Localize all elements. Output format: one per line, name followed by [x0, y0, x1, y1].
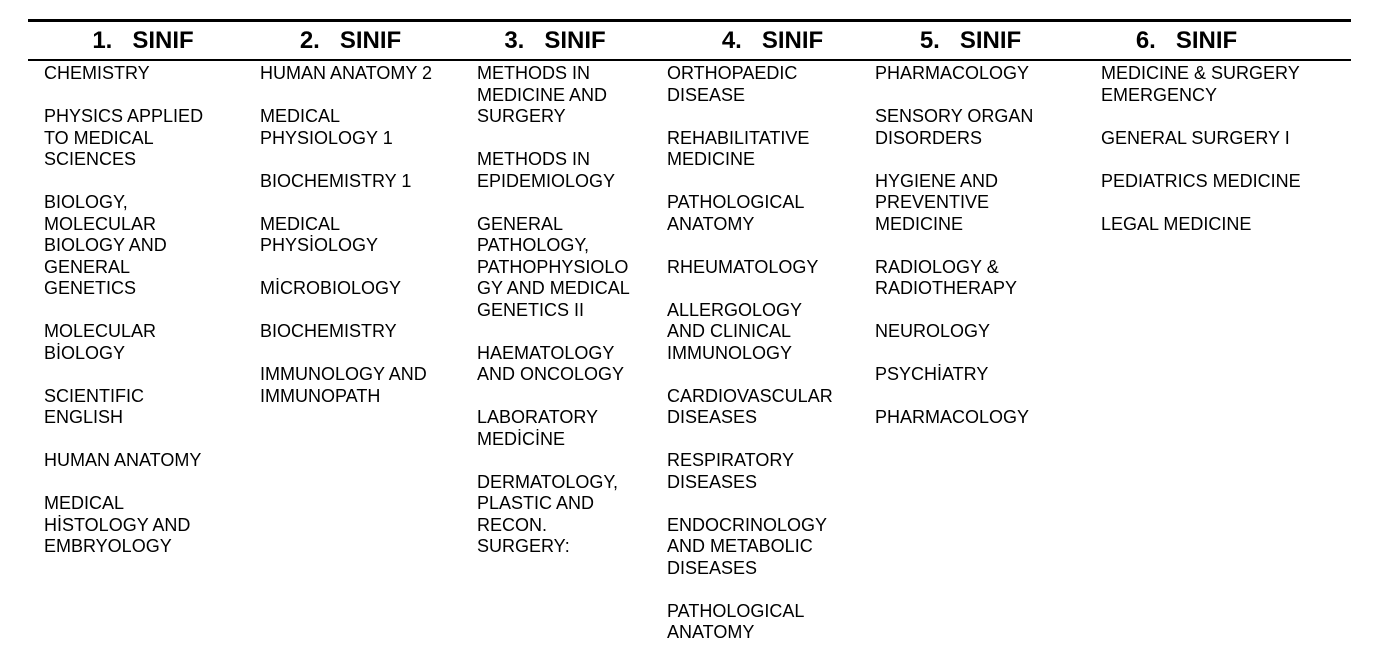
course-item: REHABILITATIVE MEDICINE — [667, 127, 810, 169]
course-item: PATHOLOGICAL ANATOMY — [667, 600, 805, 642]
course-item: PSYCHİATRY — [875, 364, 989, 384]
course-list-year-1 — [44, 63, 244, 579]
course-list-year-2 — [260, 63, 460, 429]
course-item: CARDIOVASCULAR DISEASES — [667, 385, 833, 427]
course-item: GENERAL SURGERY I — [1101, 127, 1290, 148]
course-item: IMMUNOLOGY AND IMMUNOPATH — [260, 364, 427, 406]
course-item: BIOCHEMISTRY 1 — [260, 170, 412, 191]
column-heading-year-5: 5. SINIF — [919, 27, 1022, 54]
course-item: LABORATORY MEDİCİNE — [477, 407, 599, 449]
column-heading-year-1: 1. SINIF — [92, 27, 194, 54]
course-item: HYGIENE AND PREVENTIVE MEDICINE — [875, 170, 999, 234]
course-item: BIOCHEMISTRY — [260, 321, 397, 341]
course-item: RHEUMATOLOGY — [667, 256, 819, 277]
course-item: PHYSICS APPLIED TO MEDICAL SCIENCES — [44, 106, 204, 169]
course-item: METHODS IN EPIDEMIOLOGY — [477, 149, 616, 191]
course-item: SCIENTIFIC ENGLISH — [44, 385, 145, 427]
course-item: MİCROBIOLOGY — [260, 278, 402, 298]
course-item: PEDIATRICS MEDICINE — [1101, 170, 1301, 191]
course-item: MEDICAL PHYSIOLOGY 1 — [260, 106, 393, 148]
course-item: ORTHOPAEDIC DISEASE — [667, 63, 798, 105]
course-item: RADIOLOGY & RADIOTHERAPY — [875, 256, 1018, 298]
course-item: MEDICAL PHYSİOLOGY — [260, 213, 379, 255]
column-heading-year-2: 2. SINIF — [299, 27, 402, 54]
course-item: CHEMISTRY — [44, 63, 150, 83]
curriculum-table — [28, 19, 1351, 649]
course-item: PATHOLOGICAL ANATOMY — [667, 192, 805, 234]
course-list-year-4 — [667, 63, 867, 665]
course-item: HAEMATOLOGY AND ONCOLOGY — [477, 342, 625, 384]
course-item: GENERAL PATHOLOGY, PATHOPHYSIOLO GY AND MEDICAL GENETICS II — [477, 213, 630, 320]
column-heading-year-4: 4. SINIF — [721, 27, 824, 54]
header-bottom-rule — [28, 59, 1351, 61]
course-item: MEDICAL HİSTOLOGY AND EMBRYOLOGY — [44, 493, 191, 556]
course-item: HUMAN ANATOMY 2 — [260, 63, 433, 83]
course-item: ENDOCRINOLOGY AND METABOLIC DISEASES — [667, 514, 828, 578]
course-item: NEUROLOGY — [875, 321, 991, 341]
column-heading-year-3: 3. SINIF — [504, 27, 606, 54]
course-item: RESPIRATORY DISEASES — [667, 450, 795, 492]
course-item: PHARMACOLOGY — [875, 407, 1030, 427]
course-list-year-3 — [477, 63, 657, 579]
course-item: LEGAL MEDICINE — [1101, 213, 1252, 234]
course-item: HUMAN ANATOMY — [44, 450, 202, 470]
course-item: DERMATOLOGY, PLASTIC AND RECON. SURGERY: — [477, 471, 619, 556]
column-heading-year-6: 6. SINIF — [1135, 27, 1238, 54]
course-item: MOLECULAR BİOLOGY — [44, 321, 157, 363]
course-list-year-5 — [875, 63, 1085, 450]
course-item: PHARMACOLOGY — [875, 63, 1030, 83]
course-item: MEDICINE & SURGERY EMERGENCY — [1101, 63, 1300, 105]
course-item: BIOLOGY, MOLECULAR BIOLOGY AND GENERAL GENETICS — [44, 192, 167, 298]
course-list-year-6 — [1101, 63, 1341, 257]
table-top-rule — [28, 19, 1351, 22]
course-item: SENSORY ORGAN DISORDERS — [875, 106, 1034, 148]
course-item: METHODS IN MEDICINE AND SURGERY — [477, 63, 608, 126]
course-item: ALLERGOLOGY AND CLINICAL IMMUNOLOGY — [667, 299, 803, 363]
